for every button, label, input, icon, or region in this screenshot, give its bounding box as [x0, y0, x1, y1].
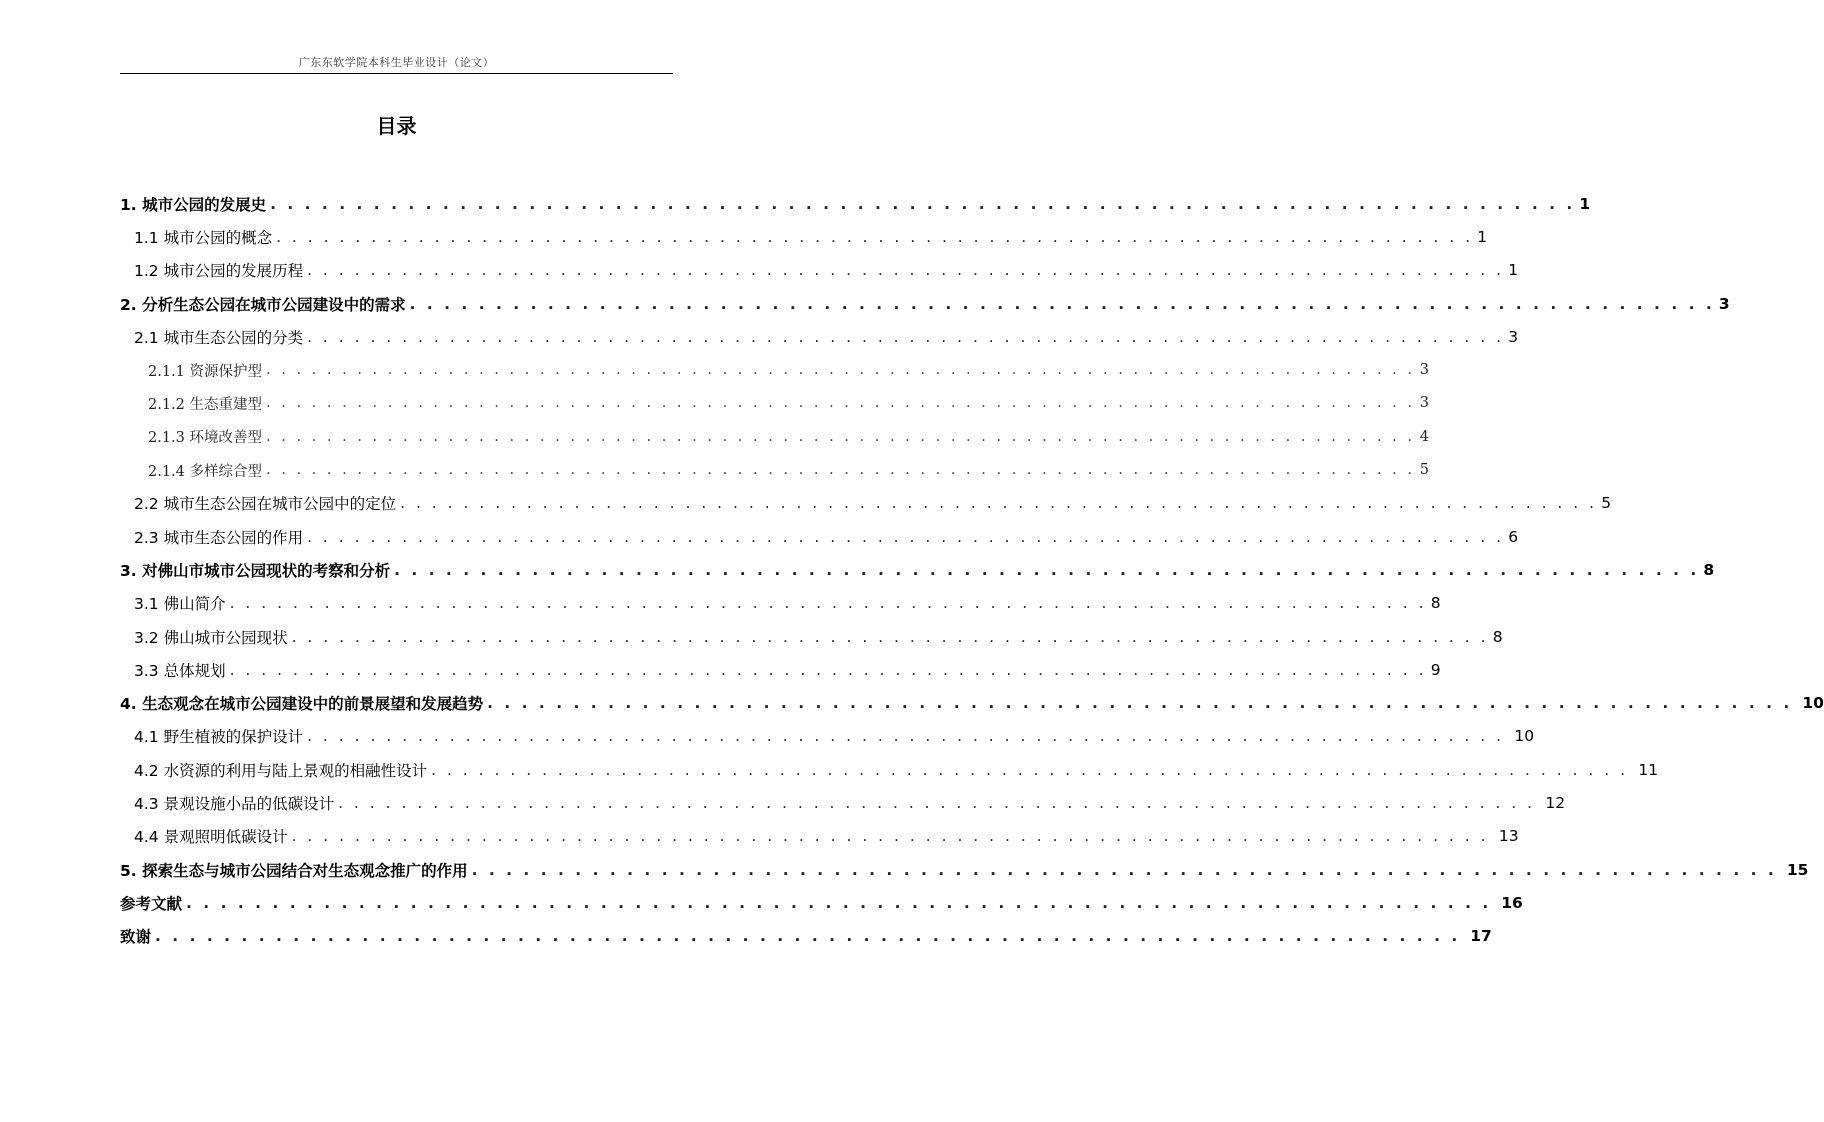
- toc-entry-label: 4.4 景观照明低碳设计: [134, 828, 288, 847]
- toc-entry-label: 3.2 佛山城市公园现状: [134, 628, 288, 647]
- toc-entry[interactable]: [120, 387, 1429, 420]
- toc-entry-label: 2.1 城市生态公园的分类: [134, 328, 304, 347]
- toc-entry-page-number: 10: [1802, 694, 1824, 713]
- toc-entry[interactable]: [120, 720, 1535, 753]
- toc-entry-label: 2.3 城市生态公园的作用: [134, 528, 304, 547]
- toc-entry[interactable]: [120, 254, 1519, 287]
- toc-entry[interactable]: [120, 686, 1824, 719]
- toc-entry-page-number: 5: [1419, 462, 1429, 479]
- toc-leader-dots: . . . . . . . . . . . . . . . . . . . . . . . . . . . . . . . . . . . . . . . . . . . . . . . . . . . . . . . . . . . . . . . . . . . . . . . . . . . .: [338, 793, 1536, 812]
- toc-entry-page-number: 8: [1703, 560, 1715, 579]
- toc-entry[interactable]: [120, 187, 1591, 220]
- toc-entry[interactable]: [120, 520, 1519, 553]
- toc-entry-page-number: 16: [1501, 893, 1523, 912]
- toc-leader-dots: . . . . . . . . . . . . . . . . . . . . . . . . . . . . . . . . . . . . . . . . . . . . . . . . . . . . . . . . . . . . . . . . . . . . . . . . . . . .: [266, 462, 1415, 479]
- toc-entry-label: 1. 城市公园的发展史: [120, 195, 267, 214]
- toc-entry-label: 3.1 佛山简介: [134, 595, 226, 614]
- toc-entry[interactable]: [120, 287, 1730, 320]
- header-rule: [120, 73, 673, 74]
- toc-entry-label: 5. 探索生态与城市公园结合对生态观念推广的作用: [120, 861, 468, 880]
- toc-leader-dots: . . . . . . . . . . . . . . . . . . . . . . . . . . . . . . . . . . . . . . . . . . . . . . . . . . . . . . . . . . . . . . . . . . . . . . . . . . . .: [307, 327, 1505, 346]
- toc-entry-page-number: 3: [1419, 362, 1429, 379]
- toc-leader-dots: . . . . . . . . . . . . . . . . . . . . . . . . . . . . . . . . . . . . . . . . . . . . . . . . . . . . . . . . . . . . . . . . . . . . . . . . . . . .: [431, 760, 1629, 779]
- toc-leader-dots: . . . . . . . . . . . . . . . . . . . . . . . . . . . . . . . . . . . . . . . . . . . . . . . . . . . . . . . . . . . . . . . . . . . . . . . . . . . .: [276, 227, 1474, 246]
- toc-entry-label: 2.1.2 生态重建型: [148, 396, 263, 413]
- toc-entry[interactable]: [120, 220, 1488, 253]
- toc-entry[interactable]: [120, 420, 1429, 453]
- toc-entry-label: 2.1.1 资源保护型: [148, 363, 263, 380]
- toc-leader-dots: . . . . . . . . . . . . . . . . . . . . . . . . . . . . . . . . . . . . . . . . . . . . . . . . . . . . . . . . . . . . . . . . . . . . . . . . . . . .: [229, 660, 1427, 679]
- toc-entry-page-number: 10: [1514, 727, 1535, 746]
- toc-entry-label: 3. 对佛山市城市公园现状的考察和分析: [120, 561, 391, 580]
- toc-entry-label: 1.1 城市公园的概念: [134, 228, 273, 247]
- toc-entry-label: 3.3 总体规划: [134, 661, 226, 680]
- toc-entry-label: 4.1 野生植被的保护设计: [134, 728, 304, 747]
- toc-leader-dots: . . . . . . . . . . . . . . . . . . . . . . . . . . . . . . . . . . . . . . . . . . . . . . . . . . . . . . . . . . . . . . . . . . . . . . . . . . . .: [266, 395, 1415, 412]
- toc-entry[interactable]: [120, 587, 1441, 620]
- toc-entry[interactable]: [120, 653, 1441, 686]
- toc-leader-dots: . . . . . . . . . . . . . . . . . . . . . . . . . . . . . . . . . . . . . . . . . . . . . . . . . . . . . . . . . . . . . . . . . . . . . . . . . . . .: [487, 694, 1793, 713]
- toc-title: 目录: [376, 114, 417, 138]
- toc-leader-dots: . . . . . . . . . . . . . . . . . . . . . . . . . . . . . . . . . . . . . . . . . . . . . . . . . . . . . . . . . . . . . . . . . . . . . . . . . . . .: [266, 362, 1415, 379]
- toc-leader-dots: . . . . . . . . . . . . . . . . . . . . . . . . . . . . . . . . . . . . . . . . . . . . . . . . . . . . . . . . . . . . . . . . . . . . . . . . . . . .: [291, 627, 1489, 646]
- toc-entry-page-number: 12: [1545, 793, 1566, 812]
- toc-entry-page-number: 15: [1786, 860, 1809, 879]
- toc-entry-label: 1.2 城市公园的发展历程: [134, 262, 304, 281]
- table-of-contents: [120, 187, 1824, 953]
- toc-leader-dots: . . . . . . . . . . . . . . . . . . . . . . . . . . . . . . . . . . . . . . . . . . . . . . . . . . . . . . . . . . . . . . . . . . . . . . . . . . . .: [229, 594, 1427, 613]
- toc-entry-page-number: 6: [1508, 527, 1519, 546]
- toc-entry-page-number: 8: [1492, 627, 1503, 646]
- toc-leader-dots: . . . . . . . . . . . . . . . . . . . . . . . . . . . . . . . . . . . . . . . . . . . . . . . . . . . . . . . . . . . . . . . . . . . . . . . . . . . .: [291, 827, 1489, 846]
- toc-entry[interactable]: [120, 553, 1715, 586]
- toc-entry-page-number: 1: [1508, 261, 1519, 280]
- toc-entry[interactable]: [120, 353, 1429, 386]
- toc-entry-label: 2.1.4 多样综合型: [148, 463, 263, 480]
- toc-entry[interactable]: [120, 920, 1492, 953]
- toc-leader-dots: . . . . . . . . . . . . . . . . . . . . . . . . . . . . . . . . . . . . . . . . . . . . . . . . . . . . . . . . . . . . . . . . . . . . . . . . . . . .: [409, 294, 1715, 313]
- toc-entry-page-number: 3: [1419, 395, 1429, 412]
- toc-entry-page-number: 3: [1718, 294, 1730, 313]
- toc-entry-page-number: 11: [1638, 760, 1659, 779]
- toc-entry[interactable]: [120, 786, 1566, 819]
- toc-entry[interactable]: [120, 853, 1809, 886]
- toc-entry[interactable]: [120, 886, 1523, 919]
- toc-entry-label: 2.2 城市生态公园在城市公园中的定位: [134, 495, 397, 514]
- toc-entry[interactable]: [120, 453, 1429, 486]
- toc-entry-label: 2. 分析生态公园在城市公园建设中的需求: [120, 295, 406, 314]
- toc-entry-label: 2.1.3 环境改善型: [148, 430, 263, 447]
- toc-entry-label: 4.3 景观设施小品的低碳设计: [134, 794, 335, 813]
- toc-entry-page-number: 1: [1579, 194, 1591, 213]
- toc-leader-dots: . . . . . . . . . . . . . . . . . . . . . . . . . . . . . . . . . . . . . . . . . . . . . . . . . . . . . . . . . . . . . . . . . . . . . . . . . . . .: [400, 494, 1598, 513]
- toc-leader-dots: . . . . . . . . . . . . . . . . . . . . . . . . . . . . . . . . . . . . . . . . . . . . . . . . . . . . . . . . . . . . . . . . . . . . . . . . . . . .: [266, 428, 1415, 445]
- toc-leader-dots: . . . . . . . . . . . . . . . . . . . . . . . . . . . . . . . . . . . . . . . . . . . . . . . . . . . . . . . . . . . . . . . . . . . . . . . . . . . .: [471, 860, 1777, 879]
- toc-entry[interactable]: [120, 487, 1612, 520]
- toc-entry-page-number: 17: [1470, 927, 1492, 946]
- page-header: 广东东软学院本科生毕业设计（论文）: [298, 56, 495, 69]
- toc-entry-label: 4.2 水资源的利用与陆上景观的相融性设计: [134, 761, 428, 780]
- toc-leader-dots: . . . . . . . . . . . . . . . . . . . . . . . . . . . . . . . . . . . . . . . . . . . . . . . . . . . . . . . . . . . . . . . . . . . . . . . . . . . .: [155, 927, 1461, 946]
- toc-entry[interactable]: [120, 620, 1503, 653]
- toc-entry-page-number: 8: [1430, 594, 1441, 613]
- toc-entry-page-number: 5: [1601, 494, 1612, 513]
- toc-leader-dots: . . . . . . . . . . . . . . . . . . . . . . . . . . . . . . . . . . . . . . . . . . . . . . . . . . . . . . . . . . . . . . . . . . . . . . . . . . . .: [394, 560, 1700, 579]
- toc-entry-label: 4. 生态观念在城市公园建设中的前景展望和发展趋势: [120, 695, 484, 714]
- toc-leader-dots: . . . . . . . . . . . . . . . . . . . . . . . . . . . . . . . . . . . . . . . . . . . . . . . . . . . . . . . . . . . . . . . . . . . . . . . . . . . .: [307, 261, 1505, 280]
- toc-entry[interactable]: [120, 820, 1519, 853]
- toc-entry-page-number: 9: [1430, 660, 1441, 679]
- toc-entry[interactable]: [120, 320, 1519, 353]
- toc-entry-label: 致谢: [120, 928, 152, 947]
- toc-leader-dots: . . . . . . . . . . . . . . . . . . . . . . . . . . . . . . . . . . . . . . . . . . . . . . . . . . . . . . . . . . . . . . . . . . . . . . . . . . . .: [307, 727, 1505, 746]
- toc-entry[interactable]: [120, 753, 1659, 786]
- toc-leader-dots: . . . . . . . . . . . . . . . . . . . . . . . . . . . . . . . . . . . . . . . . . . . . . . . . . . . . . . . . . . . . . . . . . . . . . . . . . . . .: [307, 527, 1505, 546]
- toc-leader-dots: . . . . . . . . . . . . . . . . . . . . . . . . . . . . . . . . . . . . . . . . . . . . . . . . . . . . . . . . . . . . . . . . . . . . . . . . . . . .: [270, 194, 1576, 213]
- toc-entry-page-number: 13: [1498, 827, 1519, 846]
- toc-entry-page-number: 3: [1508, 327, 1519, 346]
- toc-entry-label: 参考文献: [120, 894, 183, 913]
- toc-entry-page-number: 1: [1477, 227, 1488, 246]
- toc-entry-page-number: 4: [1419, 428, 1429, 445]
- toc-leader-dots: . . . . . . . . . . . . . . . . . . . . . . . . . . . . . . . . . . . . . . . . . . . . . . . . . . . . . . . . . . . . . . . . . . . . . . . . . . . .: [186, 893, 1492, 912]
